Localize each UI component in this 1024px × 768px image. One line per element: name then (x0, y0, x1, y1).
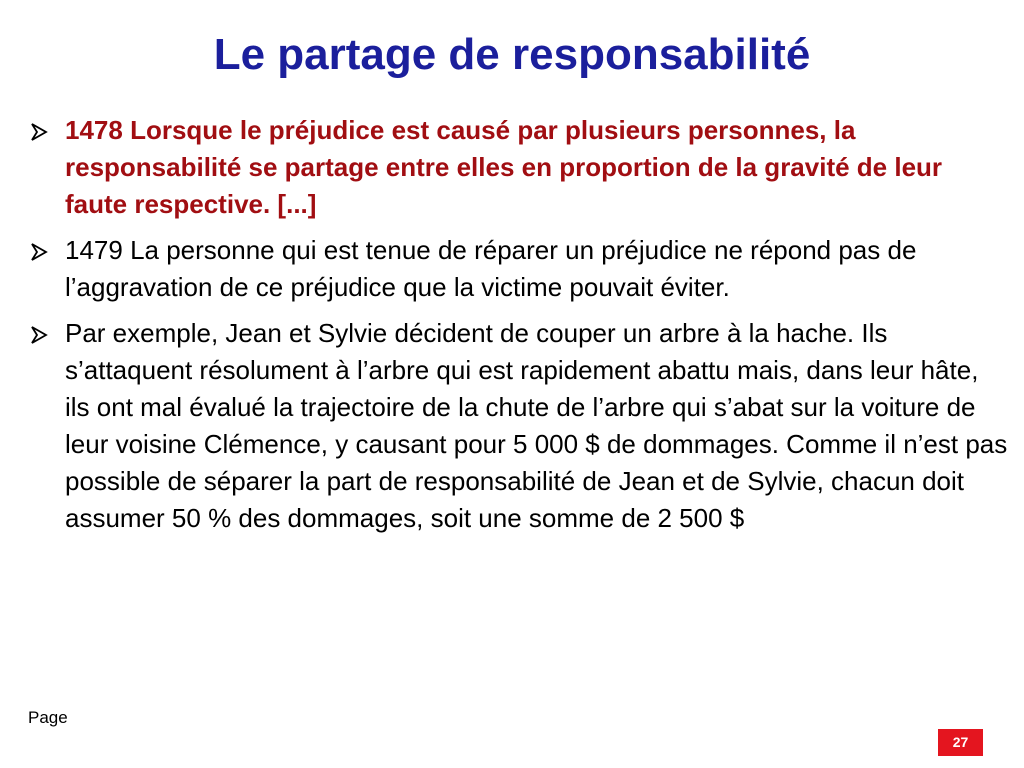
slide-title: Le partage de responsabilité (213, 30, 811, 79)
bullet-item-example (28, 315, 1008, 537)
arrow-bullet-icon (28, 232, 56, 269)
bullet-text: 1479 La personne qui est tenue de réparer un préjudice ne répond pas de l’aggravation de ce préjudice que la victime pouvait éviter. (65, 235, 917, 302)
page-number-badge: 27 (938, 729, 983, 756)
bullet-text: Par exemple, Jean et Sylvie décident de couper un arbre à la hache. Ils s’attaquent résolument à l’arbre qui est rapidement abattu mais, dans leur hâte, ils ont mal évalué la trajectoire de la chute de l’arbre qui s’abat sur la voiture de leur voisine Clémence, y causant pour 5 000 $ de dommages. Comme il n’est pas possible de séparer la part de responsabilité de Jean et de Sylvie, chacun doit assumer 50 % des dommages, soit une somme de 2 500 $ (65, 318, 1008, 533)
arrow-bullet-icon (28, 315, 56, 352)
bullet-text: 1478 Lorsque le préjudice est causé par plusieurs personnes, la responsabilité se partage entre elles en proportion de la gravité de leur faute respective. [...] (65, 115, 943, 219)
bullet-item-1478 (28, 112, 1008, 223)
bullet-item-1479 (28, 232, 1008, 306)
bullet-list (28, 112, 1008, 546)
footer-page-label: Page (28, 708, 68, 727)
arrow-bullet-icon (28, 112, 56, 149)
